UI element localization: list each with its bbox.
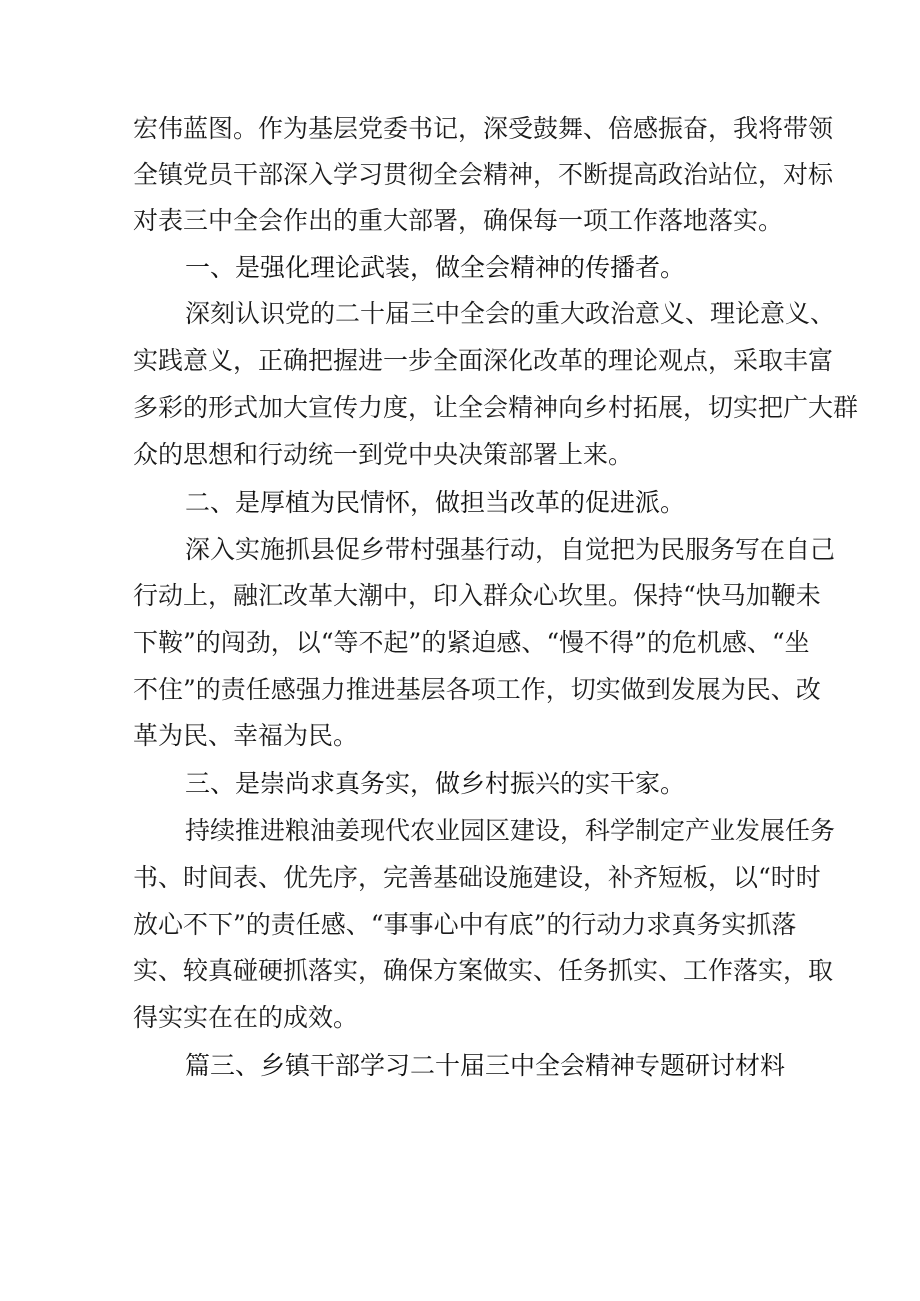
paragraph-line: 不住”的责任感强力推进基层各项工作，切实做到发展为民、改	[133, 675, 821, 704]
paragraph-line: 深入实施抓县促乡带村强基行动，自觉把为民服务写在自己	[185, 535, 836, 564]
paragraph-line: 得实实在在的成效。	[133, 1003, 359, 1032]
paragraph-line: 行动上，融汇改革大潮中，印入群众心坎里。保持“快马加鞭未	[133, 581, 821, 610]
paragraph-line: 持续推进粮油姜现代农业园区建设，科学制定产业发展任务	[185, 816, 836, 845]
section-heading: 一、是强化理论武装，做全会精神的传播者。	[185, 253, 686, 282]
paragraph-line: 深刻认识党的二十届三中全会的重大政治意义、理论意义、	[185, 299, 836, 328]
paragraph-line: 下鞍”的闯劲，以“等不起”的紧迫感、“慢不得”的危机感、“坐	[133, 628, 810, 657]
next-article-title: 篇三、乡镇干部学习二十届三中全会精神专题研讨材料	[185, 1051, 786, 1080]
intro-line: 对表三中全会作出的重大部署，确保每一项工作落地落实。	[133, 206, 784, 235]
paragraph-line: 革为民、幸福为民。	[133, 721, 359, 750]
paragraph-line: 众的思想和行动统一到党中央决策部署上来。	[133, 440, 634, 469]
section-heading: 三、是崇尚求真务实，做乡村振兴的实干家。	[185, 769, 686, 798]
paragraph-line: 实践意义，正确把握进一步全面深化改革的理论观点，采取丰富	[133, 346, 834, 375]
paragraph-line: 多彩的形式加大宣传力度，让全会精神向乡村拓展，切实把广大群	[133, 393, 859, 422]
intro-line: 宏伟蓝图。作为基层党委书记，深受鼓舞、倍感振奋，我将带领	[133, 114, 834, 143]
intro-line: 全镇党员干部深入学习贯彻全会精神，不断提高政治站位，对标	[133, 160, 834, 189]
paragraph-line: 书、时间表、优先序，完善基础设施建设，补齐短板，以“时时	[133, 863, 821, 892]
section-heading: 二、是厚植为民情怀，做担当改革的促进派。	[185, 488, 686, 517]
paragraph-line: 实、较真碰硬抓落实，确保方案做实、任务抓实、工作落实，取	[133, 956, 834, 985]
paragraph-line: 放心不下”的责任感、“事事心中有底”的行动力求真务实抓落	[133, 910, 797, 939]
